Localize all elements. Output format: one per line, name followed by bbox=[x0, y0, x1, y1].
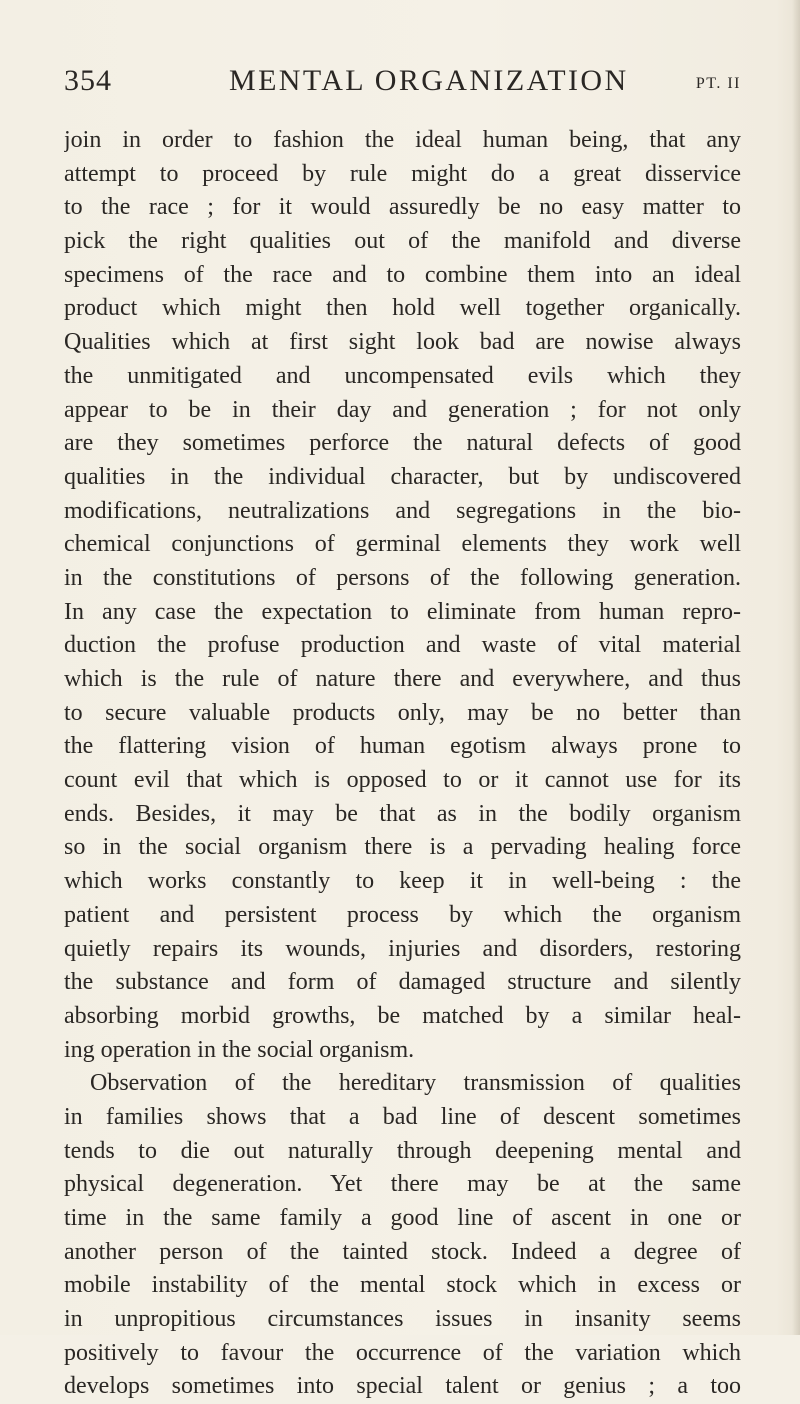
text-line: Qualities which at first sight look bad are nowise always bbox=[64, 329, 741, 356]
running-title: MENTAL ORGANIZATION bbox=[229, 64, 629, 97]
text-line: ends. Besides, it may be that as in the bodily organism bbox=[64, 800, 741, 827]
text-line: In any case the expectation to eliminate from human repro- bbox=[64, 598, 741, 625]
text-line: pick the right qualities out of the manifold and diverse bbox=[64, 228, 741, 255]
text-line: Observation of the hereditary transmission of qualities bbox=[90, 1070, 741, 1097]
text-line: the substance and form of damaged structure and silently bbox=[64, 969, 741, 996]
text-line: in unpropitious circumstances issues in insanity seems bbox=[64, 1306, 741, 1333]
text-line: which works constantly to keep it in well-being : the bbox=[64, 868, 741, 895]
text-line: so in the social organism there is a pervading healing force bbox=[64, 834, 741, 861]
text-line: count evil that which is opposed to or it cannot use for its bbox=[64, 767, 741, 794]
text-line: product which might then hold well together organically. bbox=[64, 295, 741, 322]
text-line: the unmitigated and uncompensated evils which they bbox=[64, 362, 741, 389]
text-line: in families shows that a bad line of descent sometimes bbox=[64, 1103, 741, 1130]
text-line: chemical conjunctions of germinal elements they work well bbox=[64, 531, 741, 558]
text-line: are they sometimes perforce the natural defects of good bbox=[64, 430, 741, 457]
text-line: duction the profuse production and waste of vital material bbox=[64, 632, 741, 659]
text-line: appear to be in their day and generation ; for not only bbox=[64, 396, 741, 423]
text-line: which is the rule of nature there and everywhere, and thus bbox=[64, 666, 741, 692]
text-line: to the race ; for it would assuredly be no easy matter to bbox=[64, 194, 741, 221]
text-line: the flattering vision of human egotism always prone to bbox=[64, 733, 741, 760]
text-line: to secure valuable products only, may be no better than bbox=[64, 699, 741, 726]
text-line: quietly repairs its wounds, injuries and disorders, restoring bbox=[64, 935, 741, 962]
text-line: time in the same family a good line of ascent in one or bbox=[64, 1205, 741, 1231]
text-line: qualities in the individual character, but by undiscovered bbox=[64, 463, 741, 490]
page-number: 354 bbox=[64, 64, 112, 97]
text-line: another person of the tainted stock. Indeed a degree of bbox=[64, 1238, 741, 1265]
text-line: absorbing morbid growths, be matched by a similar heal- bbox=[64, 1002, 741, 1029]
running-head bbox=[64, 64, 741, 108]
body-text bbox=[64, 124, 741, 1404]
text-line: patient and persistent process by which the organism bbox=[64, 901, 741, 928]
text-line: tends to die out naturally through deepening mental and bbox=[64, 1137, 741, 1164]
text-line: mobile instability of the mental stock which in excess or bbox=[64, 1272, 741, 1299]
part-label: PT. II bbox=[695, 75, 741, 92]
text-line: positively to favour the occurrence of the variation which bbox=[64, 1339, 741, 1366]
text-line: modifications, neutralizations and segregations in the bio- bbox=[64, 497, 741, 524]
text-line: develops sometimes into special talent or genius ; a too bbox=[64, 1373, 741, 1400]
text-line: ing operation in the social organism. bbox=[64, 1036, 415, 1063]
text-line: in the constitutions of persons of the following generation. bbox=[64, 564, 741, 591]
text-line: join in order to fashion the ideal human being, that any bbox=[64, 127, 741, 153]
text-line: physical degeneration. Yet there may be at the same bbox=[64, 1171, 741, 1198]
text-line: attempt to proceed by rule might do a great disservice bbox=[64, 160, 741, 187]
text-line: specimens of the race and to combine them into an ideal bbox=[64, 261, 741, 288]
page-edge-shadow bbox=[792, 0, 800, 1335]
